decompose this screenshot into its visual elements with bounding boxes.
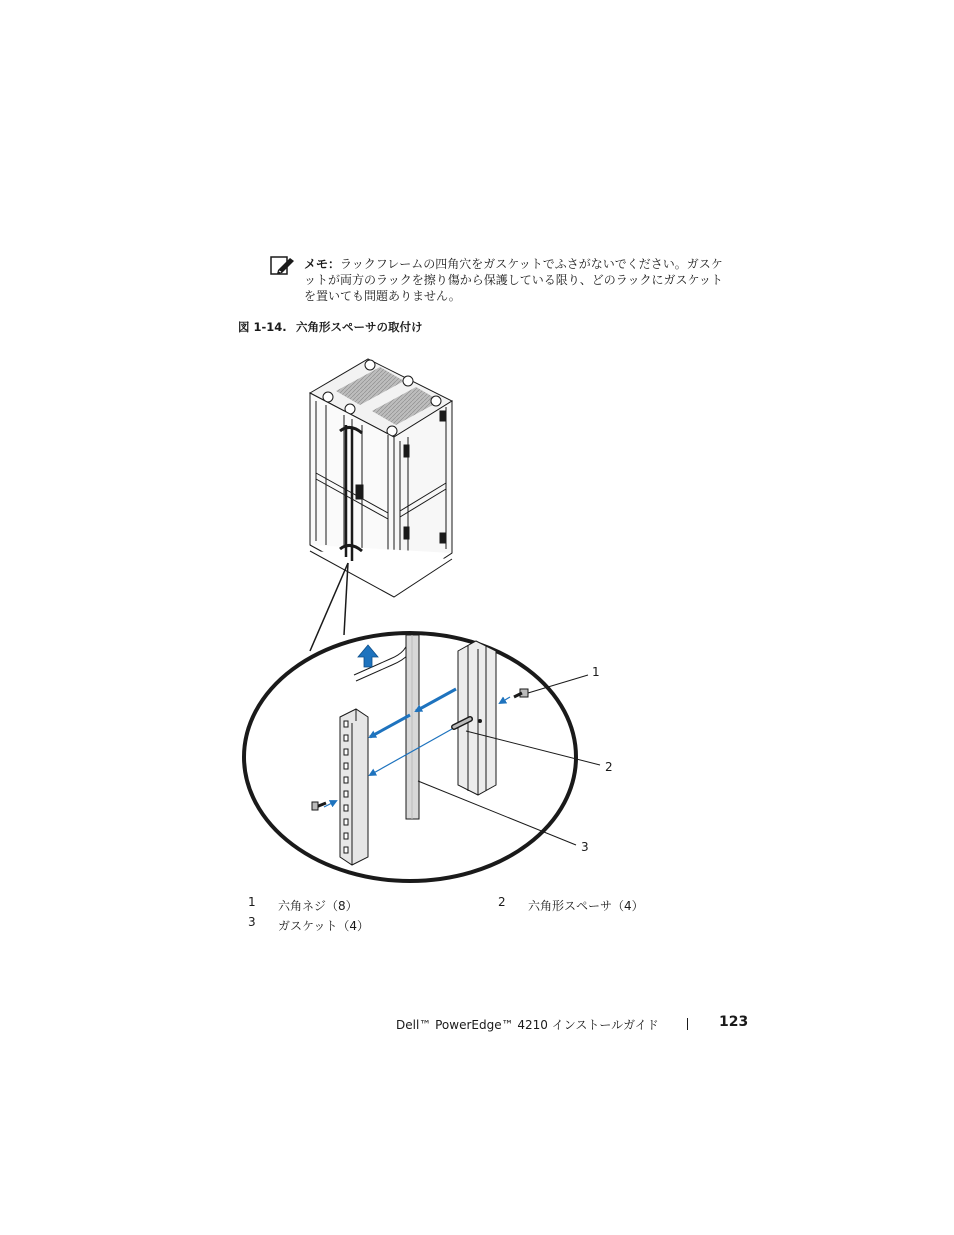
footer-title: Dell™ PowerEdge™ 4210 インストールガイド bbox=[396, 1018, 659, 1032]
rack-rail bbox=[340, 709, 368, 865]
footer-separator bbox=[687, 1018, 688, 1030]
figure-number: 図 1-14. bbox=[238, 320, 287, 334]
figure-caption bbox=[238, 319, 423, 335]
hex-screw-right bbox=[514, 689, 528, 697]
hex-screw-left bbox=[312, 802, 326, 810]
callout-1: 1 bbox=[592, 665, 600, 679]
figure-title: 六角形スペーサの取付け bbox=[296, 320, 423, 334]
note-pencil-icon bbox=[270, 256, 296, 276]
note-body: ラックフレームの四角穴をガスケットでふさがないでください。ガスケットが両方のラックを擦り傷から保護している限り、どのラックにガスケットを置いても問題ありません。 bbox=[304, 257, 723, 303]
note-text bbox=[304, 256, 734, 304]
legend-num: 1 bbox=[248, 895, 256, 909]
spacer-post bbox=[458, 641, 496, 795]
leader-lines bbox=[418, 675, 600, 845]
legend-num: 2 bbox=[498, 895, 506, 909]
callout-2: 2 bbox=[605, 760, 613, 774]
legend-text: 六角形スペーサ（4） bbox=[528, 899, 644, 913]
note-label: メモ： bbox=[304, 257, 341, 271]
legend-num: 3 bbox=[248, 915, 256, 929]
legend-text: 六角ネジ（8） bbox=[278, 899, 358, 913]
rack-cabinet bbox=[310, 359, 452, 597]
page-number: 123 bbox=[719, 1014, 749, 1030]
figure-illustration bbox=[240, 345, 620, 885]
legend-text: ガスケット（4） bbox=[278, 919, 370, 933]
callout-3: 3 bbox=[581, 840, 589, 854]
